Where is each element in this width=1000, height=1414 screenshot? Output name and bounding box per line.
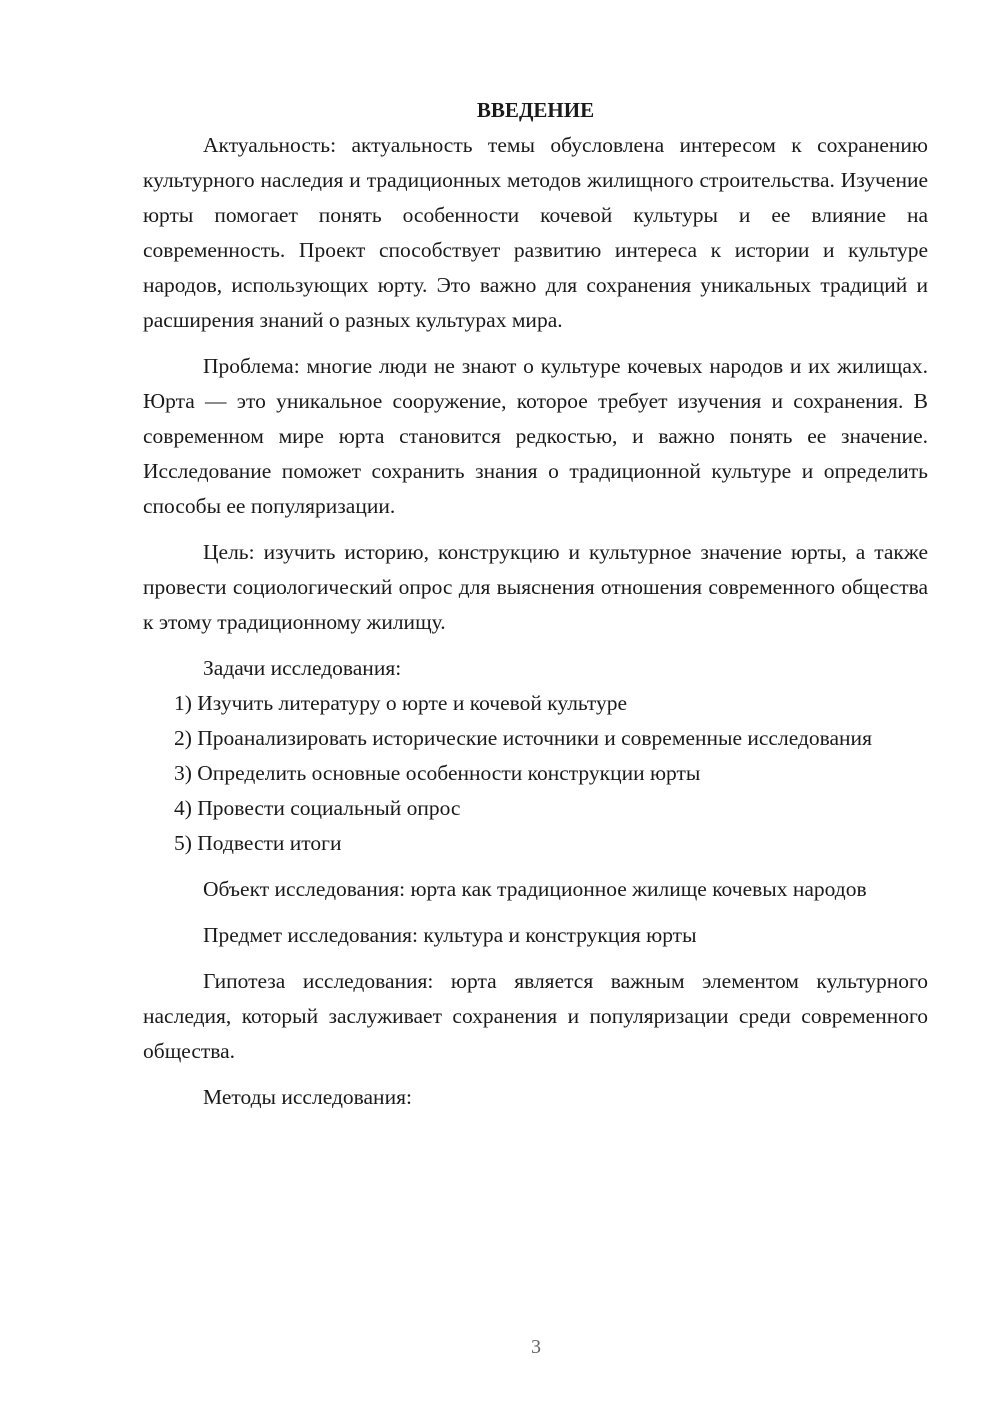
problem-paragraph: Проблема: многие люди не знают о культуре кочевых народов и их жилищах. Юрта — это уникальное сооружение, которое требует изучения и сохранения. В современном мире юрта становится редкостью, и важно понять ее значение. Исследование поможет сохранить знания о традиционной культуре и определить способы ее популяризации.	[143, 354, 928, 518]
object-paragraph: Объект исследования: юрта как традиционное жилище кочевых народов	[203, 877, 867, 901]
task-item-5: 5) Подвести итоги	[174, 831, 342, 855]
task-item-3: 3) Определить основные особенности конструкции юрты	[174, 761, 701, 785]
section-title: ВВЕДЕНИЕ	[476, 98, 595, 122]
task-item-4: 4) Провести социальный опрос	[174, 796, 461, 820]
relevance-paragraph: Актуальность: актуальность темы обусловлена интересом к сохранению культурного наследия и традиционных методов жилищного строительства. Изучение юрты помогает понять особенности кочевой культуры и ее влияние на современность. Проект способствует развитию интереса к истории и культуре народов, использующих юрту. Это важно для сохранения уникальных традиций и расширения знаний о разных культурах мира.	[143, 133, 928, 332]
page-number: 3	[531, 1336, 541, 1358]
goal-paragraph: Цель: изучить историю, конструкцию и культурное значение юрты, а также провести социологический опрос для выяснения отношения современного общества к этому традиционному жилищу.	[143, 540, 928, 634]
task-item-1: 1) Изучить литературу о юрте и кочевой культуре	[174, 691, 628, 715]
subject-paragraph: Предмет исследования: культура и конструкция юрты	[203, 923, 697, 947]
tasks-heading: Задачи исследования:	[203, 656, 402, 680]
task-item-2: 2) Проанализировать исторические источники и современные исследования	[174, 726, 872, 750]
methods-heading: Методы исследования:	[203, 1085, 412, 1109]
hypothesis-paragraph: Гипотеза исследования: юрта является важным элементом культурного наследия, который заслуживает сохранения и популяризации среди современного общества.	[143, 969, 928, 1063]
page-content	[143, 93, 928, 1115]
